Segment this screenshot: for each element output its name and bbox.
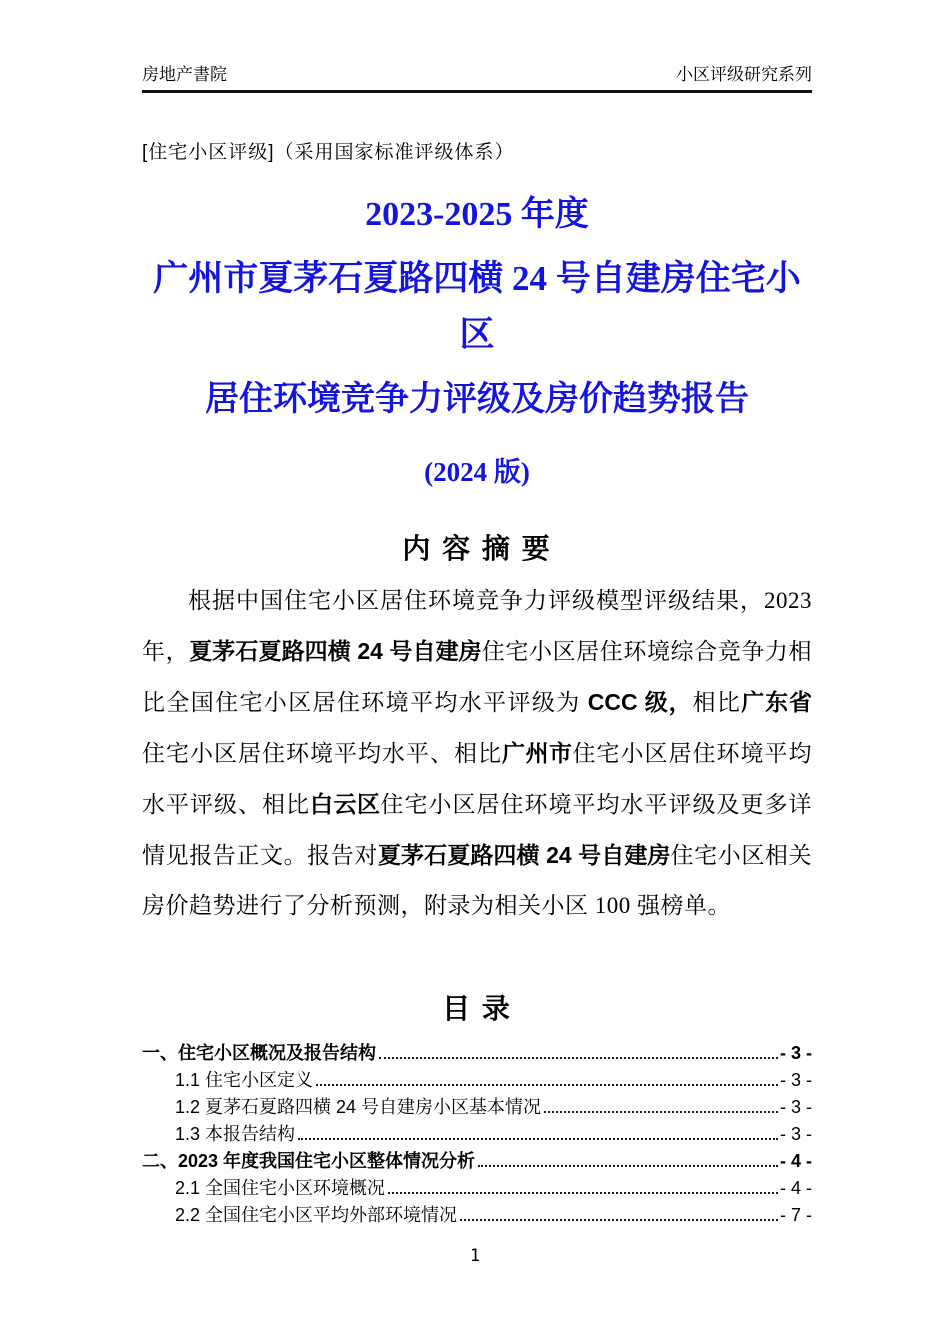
toc-entry-page: - 3 - [779, 1124, 812, 1144]
toc-entry-label: 一、住宅小区概况及报告结构 [142, 1043, 376, 1063]
toc-entry-page: - 4 - [779, 1178, 812, 1198]
toc-dotted-leader [460, 1219, 778, 1221]
toc-entry-label: 1.1 住宅小区定义 [175, 1070, 314, 1090]
toc-entry-page: - 3 - [779, 1043, 812, 1063]
abstract-text: 住宅小区居住环境平均水平评级及更多详情见报告正文。报告对 [142, 792, 812, 868]
toc-entry-label: 1.2 夏茅石夏路四横 24 号自建房小区基本情况 [175, 1097, 542, 1117]
abstract-text: 住宅小区居住环境平均水平评级、相比 [142, 741, 812, 817]
abstract-text-bold: 夏茅石夏路四横 24 号自建房 [189, 638, 482, 664]
toc-dotted-leader [544, 1111, 778, 1113]
toc-dotted-leader [478, 1165, 778, 1167]
toc-dotted-leader [388, 1192, 778, 1194]
toc-heading: 目 录 [442, 993, 512, 1024]
abstract-text-bold: 广东省 [741, 689, 813, 715]
toc-entry-label: 2.2 全国住宅小区平均外部环境情况 [175, 1205, 458, 1225]
title-edition: (2024 版) [424, 457, 530, 487]
page-number: 1 [469, 1246, 481, 1266]
abstract-text: 根据中国住宅小区居住环境竞争力评级模型评级结果，2023 年， [142, 588, 812, 664]
page-header [142, 60, 812, 93]
abstract-paragraph [142, 576, 812, 931]
header-series: 小区评级研究系列 [676, 65, 812, 84]
header-brand: 房地产書院 [142, 65, 227, 84]
abstract-text: 住宅小区居住环境综合竞争力相比全国住宅小区居住环境平均水平评级为 [142, 639, 812, 715]
toc-entry-page: - 7 - [779, 1205, 812, 1225]
abstract-text-bold: 白云区 [310, 791, 381, 817]
toc-entry [142, 1067, 812, 1094]
toc-entry-page: - 4 - [779, 1151, 812, 1171]
abstract-text-bold: 夏茅石夏路四横 24 号自建房 [377, 842, 671, 868]
table-of-contents [142, 1040, 812, 1229]
toc-entry [142, 1040, 812, 1067]
abstract-text: 住宅小区相关房价趋势进行了分析预测，附录为相关小区 100 强榜单。 [142, 843, 812, 918]
toc-entry [142, 1202, 812, 1229]
abstract-text-bold: 广州市 [502, 740, 573, 766]
toc-entry-label: 1.3 本报告结构 [175, 1124, 296, 1144]
toc-dotted-leader [379, 1057, 778, 1059]
toc-dotted-leader [316, 1084, 778, 1086]
abstract-heading: 内 容 摘 要 [402, 533, 552, 564]
toc-entry-page: - 3 - [779, 1097, 812, 1117]
toc-entry-label: 二、2023 年度我国住宅小区整体情况分析 [142, 1151, 476, 1171]
toc-dotted-leader [298, 1138, 778, 1140]
title-main: 广州市夏茅石夏路四横 24 号自建房住宅小区 [153, 259, 801, 354]
toc-entry-page: - 3 - [779, 1070, 812, 1090]
abstract-text: 住宅小区居住环境平均水平、相比 [142, 741, 502, 766]
toc-entry [142, 1148, 812, 1175]
toc-entry [142, 1094, 812, 1121]
title-period: 2023-2025 年度 [365, 196, 589, 233]
title-subtitle: 居住环境竞争力评级及房价趋势报告 [205, 381, 749, 418]
rating-system-label: [住宅小区评级]（采用国家标准评级体系） [142, 142, 515, 163]
abstract-text: 相比 [692, 690, 742, 715]
toc-entry-label: 2.1 全国住宅小区环境概况 [175, 1178, 386, 1198]
toc-entry [142, 1121, 812, 1148]
toc-entry [142, 1175, 812, 1202]
abstract-text-bold: CCC 级， [587, 689, 693, 715]
